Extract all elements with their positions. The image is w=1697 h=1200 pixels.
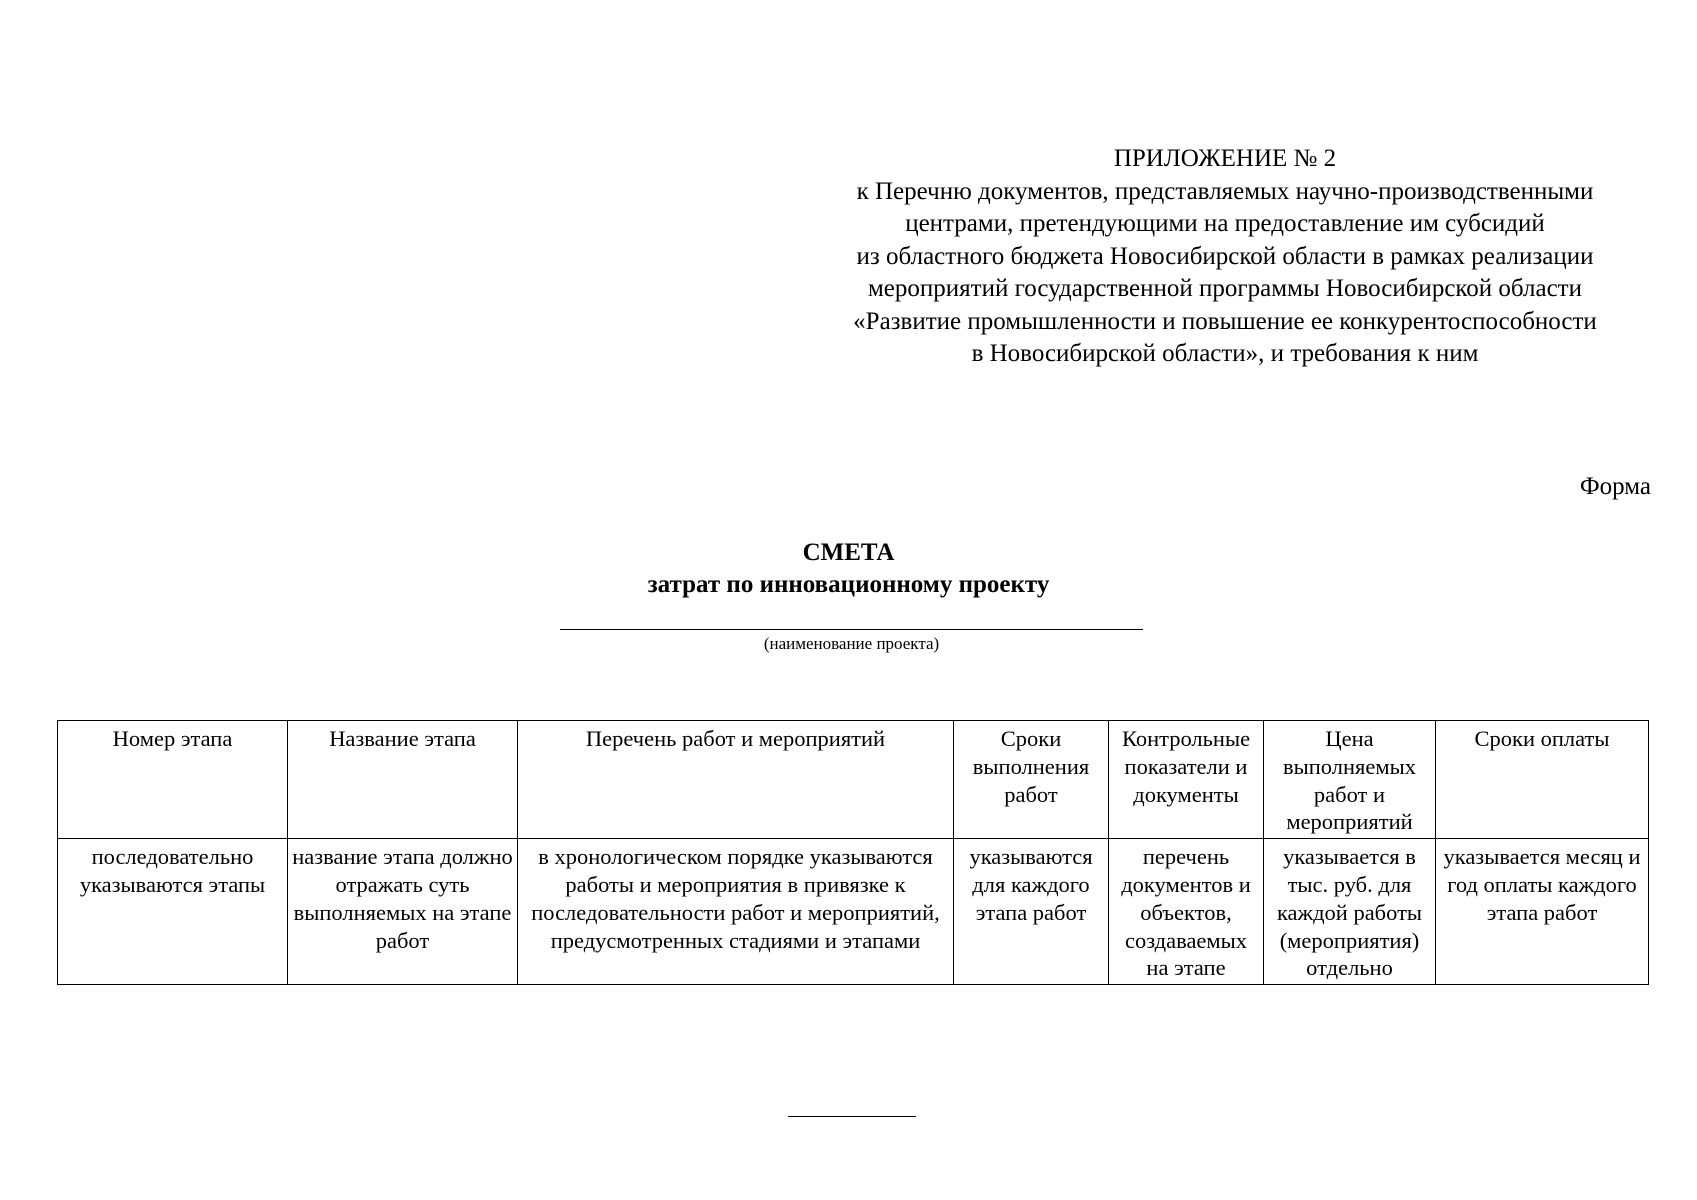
table-cell: указываются для каждого этапа работ [954,839,1109,985]
title-subtitle: затрат по инновационному проекту [647,571,1050,598]
footer-separator-line [788,1116,916,1117]
table-cell: название этапа должно отражать суть выполняемых на этапе работ [288,839,518,985]
header-works-list: Перечень работ и мероприятий [518,721,954,839]
form-label: Форма [1579,473,1651,500]
project-name-underline [560,629,1143,630]
appendix-text-line: из областного бюджета Новосибирской области в рамках реализации [856,242,1594,270]
table-cell: последовательно указываются этапы [58,839,288,985]
header-stage-name: Название этапа [288,721,518,839]
header-payment-terms: Сроки оплаты [1436,721,1649,839]
header-price: Цена выполняемых работ и мероприятий [1264,721,1436,839]
appendix-text-line: центрами, претендующими на предоставление им субсидий [905,210,1545,237]
header-stage-number: Номер этапа [58,721,288,839]
table-cell: перечень документов и объектов, создаваемых на этапе [1109,839,1264,985]
appendix-text-line: к Перечню документов, представляемых научно-производственными [856,177,1594,205]
appendix-number: ПРИЛОЖЕНИЕ № 2 [1113,145,1337,172]
appendix-text-line: в Новосибирской области», и требования к ним [971,340,1479,367]
appendix-text-line: «Развитие промышленности и повышение ее конкурентоспособности [853,307,1597,335]
table-cell: указывается месяц и год оплаты каждого этапа работ [1436,839,1649,985]
project-name-caption: (наименование проекта) [763,634,940,653]
table-header-row [58,721,1649,839]
appendix-header [795,143,1655,371]
estimate-table [57,720,1649,985]
document-title [0,537,1697,601]
header-control-indicators: Контрольные показатели и документы [1109,721,1264,839]
header-work-terms: Сроки выполнения работ [954,721,1109,839]
table-row [58,839,1649,985]
appendix-text-line: мероприятий государственной программы Новосибирской области [867,275,1582,302]
table-cell: в хронологическом порядке указываются работы и мероприятия в привязке к последовательности работ и мероприятий, предусмотренных стадиями и этапами [518,839,954,985]
table-cell: указывается в тыс. руб. для каждой работы (мероприятия) отдельно [1264,839,1436,985]
title-main: СМЕТА [802,539,895,566]
